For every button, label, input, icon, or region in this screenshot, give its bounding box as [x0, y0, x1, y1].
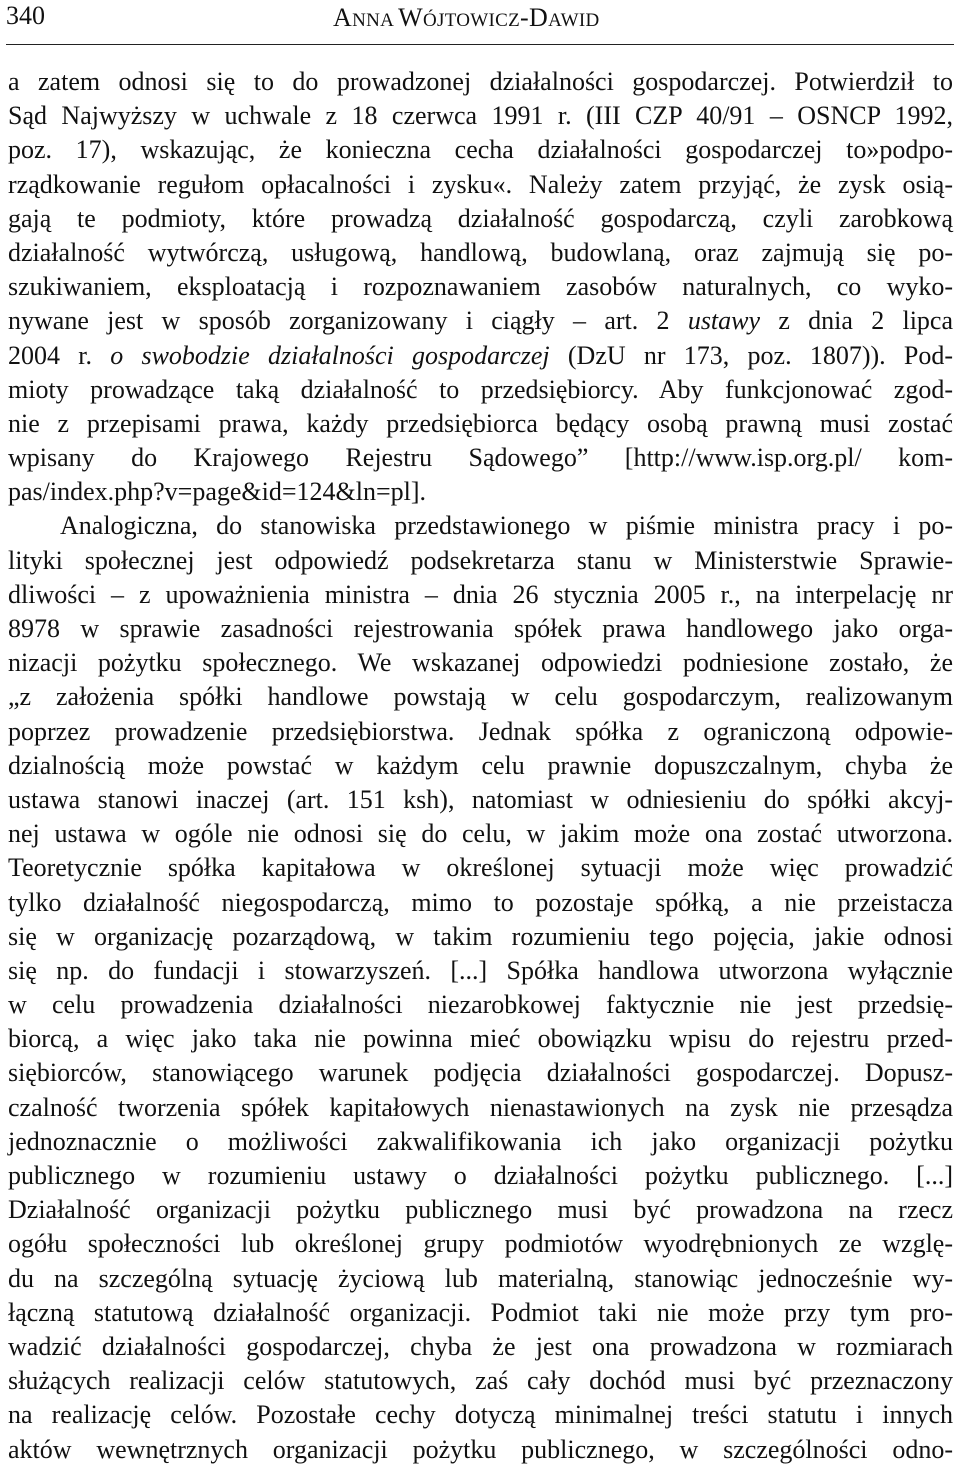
text-line: się w organizację pozarządową, w takim rozumieniu tego pojęcia, jakie odnosi [8, 921, 953, 951]
text-line: Teoretycznie spółka kapitałowa w określonej sytuacji może więc prowadzić [8, 853, 953, 883]
text-line: aktów wewnętrznych organizacji pożytku publicznego, w szczególności odno- [8, 1434, 953, 1464]
text-line: pas/index.php?v=page&id=124&ln=pl]. [8, 477, 427, 507]
text-line: Sąd Najwyższy w uchwale z 18 czerwca 1991 r. (III CZP 40/91 – OSNCP 1992, [8, 101, 953, 131]
text-line: jednoznacznie o możliwości zakwalifikowania ich jako organizacji pożytku [8, 1126, 953, 1156]
text-line: Analogiczna, do stanowiska przedstawionego w piśmie ministra pracy i po- [60, 511, 953, 541]
text-line: 2004 r. o swobodzie działalności gospodarczej (DzU nr 173, poz. 1807)). Pod- [8, 340, 953, 370]
text-line: nywane jest w sposób zorganizowany i ciągły – art. 2 ustawy z dnia 2 lipca [8, 306, 953, 336]
text-line: mioty prowadzące taką działalność to przedsiębiorcy. Aby funkcjonować zgod- [8, 374, 953, 404]
text-line: na realizację celów. Pozostałe cechy dotyczą minimalnej treści statutu i innych [8, 1400, 953, 1430]
text-line: nie z przepisami prawa, każdy przedsiębiorca będący osobą prawną musi zostać [8, 408, 953, 438]
text-line: ogółu społeczności lub określonej grupy podmiotów wyodrębnionych ze wzglę- [8, 1229, 953, 1259]
text-line: poprzez prowadzenie przedsiębiorstwa. Jednak spółka z ograniczoną odpowie- [8, 716, 953, 746]
italic-citation: o swobodzie działalności gospodarczej [110, 340, 550, 370]
text-line: nej ustawa w ogóle nie odnosi się do celu, w jakim może ona zostać utworzona. [8, 819, 953, 849]
text-line: służących realizacji celów statutowych, zaś cały dochód musi być przeznaczony [8, 1366, 953, 1396]
text-line: 8978 w sprawie zasadności rejestrowania spółek prawa handlowego jako orga- [8, 614, 953, 643]
text-line: łączną statutową działalność organizacji. Podmiot taki nie może przy tym pro- [8, 1297, 953, 1327]
italic-citation: ustawy [687, 306, 761, 336]
text-line: siębiorców, stanowiącego warunek podjęcia działalności gospodarczej. Dopusz- [8, 1058, 953, 1088]
text-line: gają te podmioty, które prowadzą działalność gospodarczą, czyli zarobkową [8, 203, 953, 233]
text-line: biorcą, a więc jako taka nie powinna mieć obowiązku wpisu do rejestru przed- [8, 1024, 953, 1054]
text-line: a zatem odnosi się to do prowadzonej działalności gospodarczej. Potwierdził to [8, 67, 953, 96]
text-line: Działalność organizacji pożytku publicznego musi być prowadzona na rzecz [8, 1195, 953, 1225]
text-line: nizacji pożytku społecznego. We wskazanej odpowiedzi podniesione zostało, że [8, 648, 953, 678]
page-number: 340 [6, 1, 45, 30]
text-line: wpisany do Krajowego Rejestru Sądowego” [http://www.isp.org.pl/ kom- [8, 443, 953, 473]
text-line: lityki społecznej jest odpowiedź podsekretarza stanu w Ministerstwie Sprawie- [8, 545, 953, 575]
text-line: „z założenia spółki handlowe powstają w celu gospodarczym, realizowanym [8, 682, 953, 712]
text-line: dzialnością może powstać w każdym celu prawnie dopuszczalnym, chyba że [8, 750, 953, 780]
text-line: wadzić działalności gospodarczej, chyba że jest ona prowadzona w rozmiarach [8, 1331, 953, 1361]
text-line: tylko działalność niegospodarczą, mimo to pozostaje spółką, a nie przeistacza [8, 887, 953, 917]
text-line: rządkowanie regułom opłacalności i zysku«. Należy zatem przyjąć, że zysk osią- [8, 169, 953, 199]
text-line: szukiwaniem, eksploatacją i rozpoznawaniem zasobów naturalnych, co wyko- [8, 272, 953, 302]
running-header [6, 0, 954, 45]
text-line: się np. do fundacji i stowarzyszeń. [...] Spółka handlowa utworzona wyłącznie [8, 955, 953, 985]
text-line: du na szczególną sytuację życiową lub materialną, stanowiąc jednocześnie wy- [8, 1263, 953, 1293]
text-line: ustawa stanowi inaczej (art. 151 ksh), natomiast w odniesieniu do spółki akcyj- [8, 784, 953, 814]
text-line: w celu prowadzenia działalności niezarobkowej faktycznie nie jest przedsię- [8, 990, 953, 1020]
running-head-author: ANNA WÓJTOWICZ-DAWID [333, 3, 600, 32]
text-line: poz. 17), wskazując, że konieczna cecha działalności gospodarczej to»podpo- [8, 135, 953, 165]
text-line: publicznego w rozumieniu ustawy o działalności pożytku publicznego. [...] [8, 1161, 953, 1190]
body-text [8, 65, 953, 1467]
text-line: dliwości – z upoważnienia ministra – dnia 26 stycznia 2005 r., na interpelację nr [8, 579, 953, 609]
text-line: działalność wytwórczą, usługową, handlową, budowlaną, oraz zajmują się po- [8, 237, 953, 267]
text-line: czalność tworzenia spółek kapitałowych nienastawionych na zysk nie przesądza [8, 1092, 953, 1122]
